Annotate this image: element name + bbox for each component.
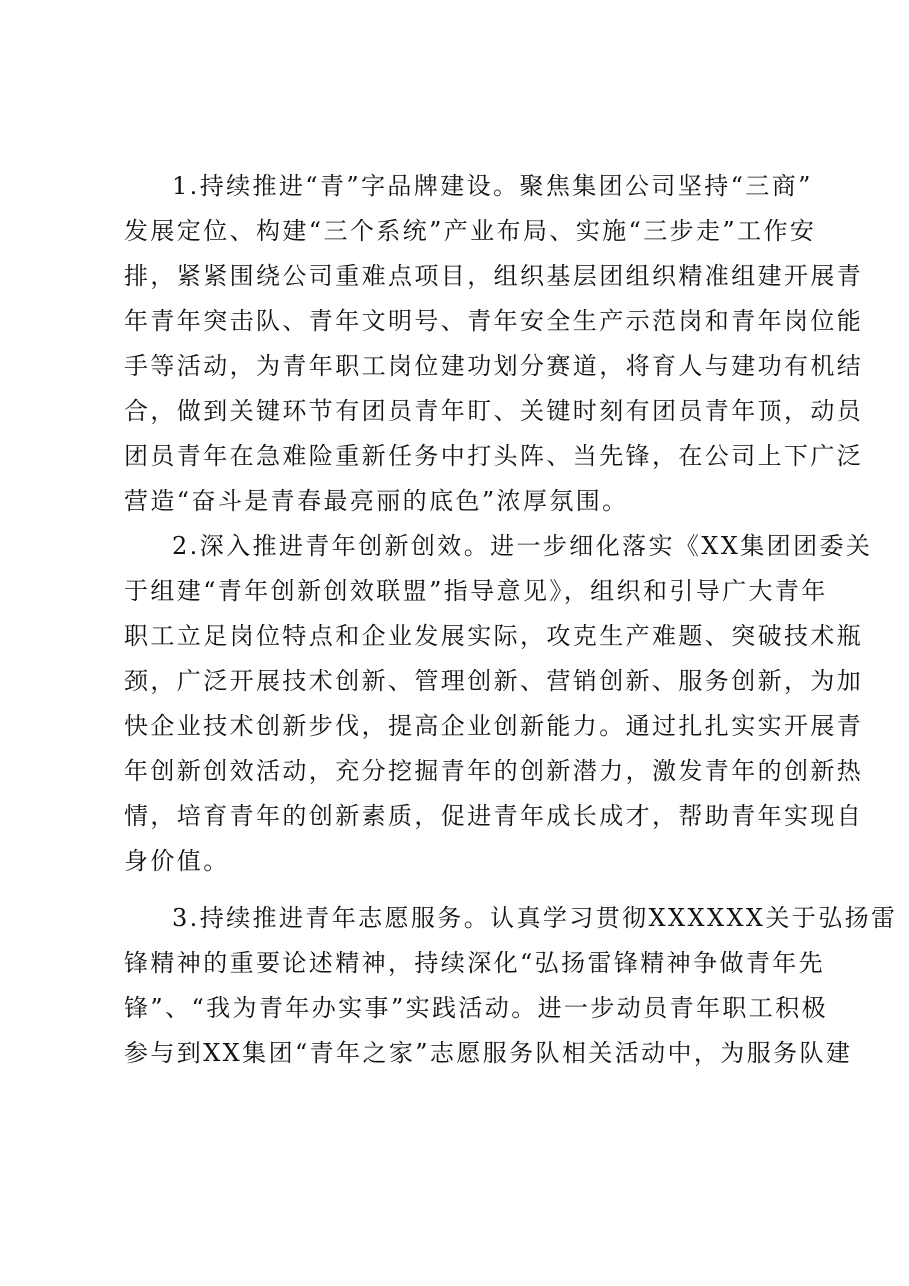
- text-line: 于组建“青年创新创效联盟”指导意见》，组织和引导广大青年: [124, 577, 828, 605]
- paragraph-2: [124, 524, 873, 884]
- text-line: 2.深入推进青年创新创效。进一步细化落实《XX集团团委关: [172, 532, 873, 560]
- paragraph-1: [124, 164, 864, 524]
- text-line: 发展定位、构建“三个系统”产业布局、实施“三步走”工作安: [124, 217, 817, 245]
- text-line: 情，培育青年的创新素质，促进青年成长成才，帮助青年实现自: [124, 802, 864, 830]
- text-line: 颈，广泛开展技术创新、管理创新、营销创新、服务创新，为加: [124, 667, 864, 695]
- text-line: 锋”、“我为青年办实事”实践活动。进一步动员青年职工积极: [124, 994, 829, 1022]
- text-line: 年青年突击队、青年文明号、青年安全生产示范岗和青年岗位能: [124, 307, 864, 335]
- text-line: 身价值。: [124, 847, 230, 875]
- text-line: 手等活动，为青年职工岗位建功划分赛道，将育人与建功有机结: [124, 352, 864, 380]
- text-line: 排，紧紧围绕公司重难点项目，组织基层团组织精准组建开展青: [124, 262, 864, 290]
- text-line: 锋精神的重要论述精神，持续深化“弘扬雷锋精神争做青年先: [124, 949, 826, 977]
- text-line: 年创新创效活动，充分挖掘青年的创新潜力，激发青年的创新热: [124, 757, 864, 785]
- text-line: 营造“奋斗是青春最亮丽的底色”浓厚氛围。: [124, 487, 629, 515]
- text-line: 快企业技术创新步伐，提高企业创新能力。通过扎扎实实开展青: [124, 712, 864, 740]
- text-line: 合，做到关键环节有团员青年盯、关键时刻有团员青年顶，动员: [124, 397, 864, 425]
- text-line: 职工立足岗位特点和企业发展实际，攻克生产难题、突破技术瓶: [124, 622, 864, 650]
- text-line: 3.持续推进青年志愿服务。认真学习贯彻XXXXXX关于弘扬雷: [172, 904, 898, 932]
- document-body: [124, 164, 898, 1076]
- text-line: 团员青年在急难险重新任务中打头阵、当先锋，在公司上下广泛: [124, 442, 864, 470]
- text-line: 1.持续推进“青”字品牌建设。聚焦集团公司坚持“三商”: [172, 172, 813, 200]
- paragraph-spacer: [124, 884, 804, 896]
- text-line: 参与到XX集团“青年之家”志愿服务队相关活动中，为服务队建: [124, 1039, 853, 1067]
- paragraph-3: [124, 896, 898, 1076]
